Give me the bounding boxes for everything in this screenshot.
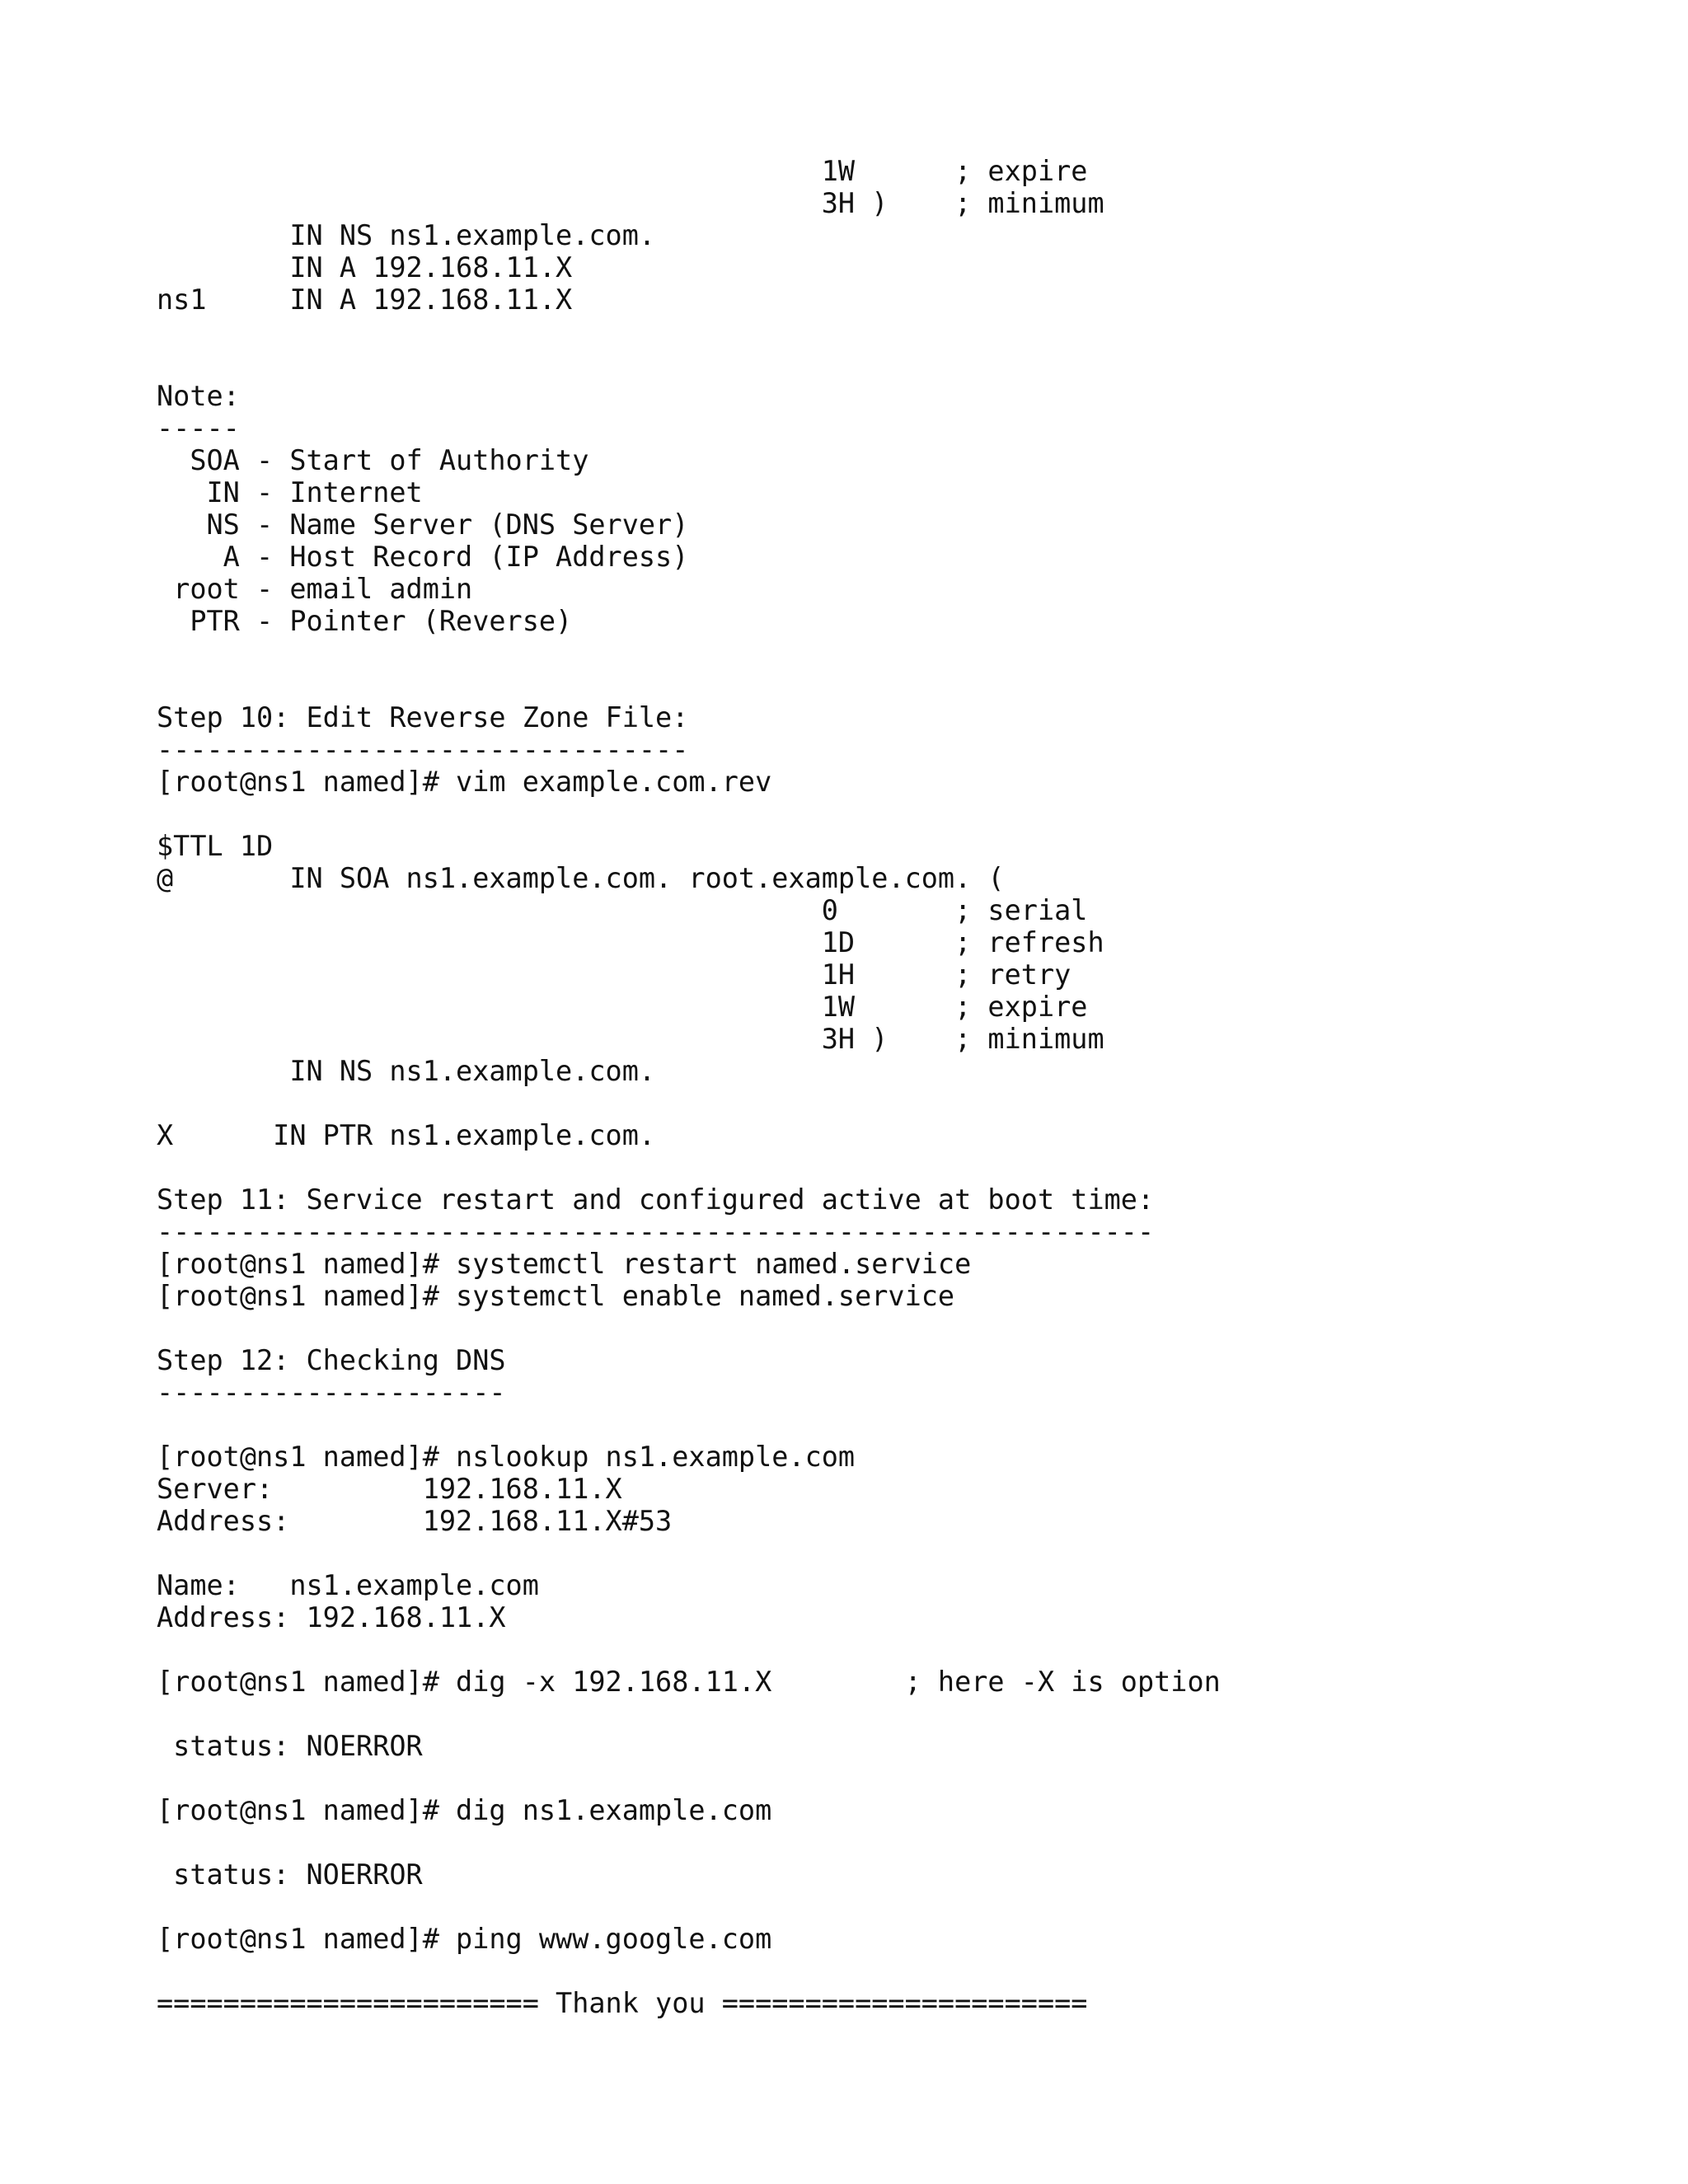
text-line [157,1408,1640,1441]
text-line: [root@ns1 named]# dig ns1.example.com [157,1794,772,1826]
text-line: IN NS ns1.example.com. [157,219,656,251]
text-line: X IN PTR ns1.example.com. [157,1119,656,1151]
text-line: [root@ns1 named]# systemctl restart named.service [157,1248,972,1280]
text-line: Step 11: Service restart and configured active at boot time: [157,1183,1155,1216]
text-line [157,1891,1640,1923]
text-line: status: NOERROR [157,1730,423,1762]
text-line: 0 ; serial [157,894,1088,926]
text-line: Note: [157,380,240,412]
text-line [157,316,1640,348]
text-line: status: NOERROR [157,1858,423,1891]
text-line: [root@ns1 named]# nslookup ns1.example.com [157,1441,856,1473]
text-line [157,1698,1640,1730]
text-line: NS - Name Server (DNS Server) [157,509,689,541]
text-line: IN - Internet [157,476,423,509]
text-line: ------------------------------------------------------------ [157,1216,1155,1248]
text-line [157,1151,1640,1183]
text-line: 3H ) ; minimum [157,187,1104,219]
text-line: [root@ns1 named]# ping www.google.com [157,1923,772,1955]
text-line: ----- [157,412,240,444]
text-line [157,1537,1640,1569]
text-line: SOA - Start of Authority [157,444,589,476]
text-line [157,1633,1640,1666]
text-line: PTR - Pointer (Reverse) [157,605,573,637]
text-line: -------------------------------- [157,733,689,766]
text-line: 1D ; refresh [157,926,1104,958]
text-line: [root@ns1 named]# systemctl enable named.service [157,1280,955,1312]
text-line [157,1762,1640,1794]
text-line: 3H ) ; minimum [157,1023,1104,1055]
text-line: Step 10: Edit Reverse Zone File: [157,701,689,733]
text-line: IN NS ns1.example.com. [157,1055,656,1087]
text-line: ns1 IN A 192.168.11.X [157,284,573,316]
text-line: Server: 192.168.11.X [157,1473,622,1505]
text-line: IN A 192.168.11.X [157,251,573,284]
document-page [157,155,1640,2019]
text-line: A - Host Record (IP Address) [157,541,689,573]
text-line [157,1087,1640,1119]
text-line [157,637,1640,669]
text-line: Step 12: Checking DNS [157,1344,506,1376]
text-line [157,1312,1640,1344]
text-line [157,1955,1640,1987]
text-line [157,798,1640,830]
text-line: root - email admin [157,573,473,605]
text-line: [root@ns1 named]# dig -x 192.168.11.X ; here -X is option [157,1666,1221,1698]
text-line: --------------------- [157,1376,506,1408]
text-line: Address: 192.168.11.X#53 [157,1505,673,1537]
text-line: Address: 192.168.11.X [157,1601,506,1633]
text-line: 1H ; retry [157,958,1071,991]
text-line: 1W ; expire [157,991,1088,1023]
text-line: ======================= Thank you ====================== [157,1987,1088,2019]
text-line: [root@ns1 named]# vim example.com.rev [157,766,772,798]
text-line: @ IN SOA ns1.example.com. root.example.com. ( [157,862,1005,894]
text-line: $TTL 1D [157,830,274,862]
text-line: Name: ns1.example.com [157,1569,539,1601]
text-line: 1W ; expire [157,155,1088,187]
text-line [157,669,1640,701]
text-line [157,1826,1640,1858]
text-line [157,348,1640,380]
